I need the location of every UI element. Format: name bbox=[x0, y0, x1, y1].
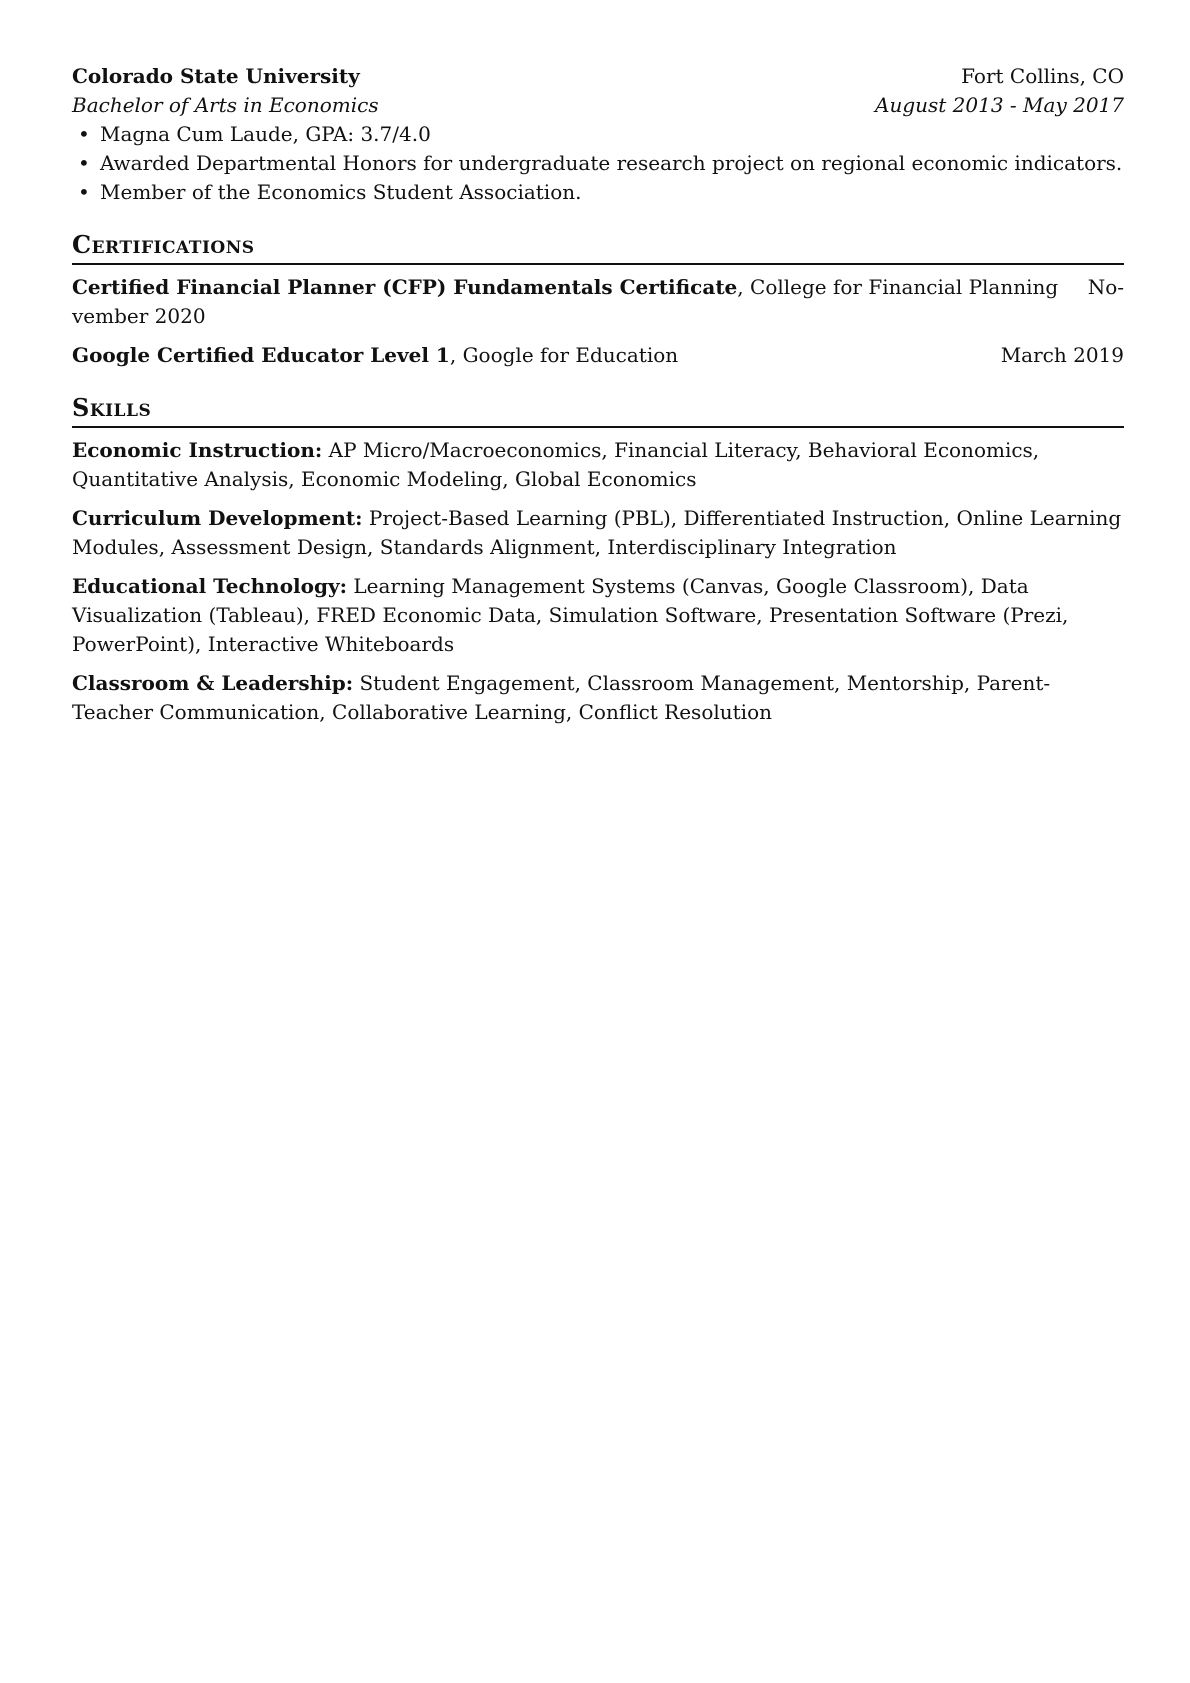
certification-item bbox=[72, 341, 1124, 370]
skill-text: Student Engagement, Classroom Management, Mentorship, Parent-Teacher Communication, Collaborative Learning, Conflict Resolution bbox=[72, 671, 1051, 724]
certification-line bbox=[72, 273, 1124, 302]
skill-text: Project-Based Learning (PBL), Differentiated Instruction, Online Learning Modules, Assessment Design, Standards Alignment, Interdisciplinary Integration bbox=[72, 506, 1122, 559]
education-header-row bbox=[72, 62, 1124, 91]
certifications-heading: Certifications bbox=[72, 230, 1124, 265]
certification-date-start: No- bbox=[1087, 275, 1124, 299]
skill-label: Classroom & Leadership: bbox=[72, 671, 354, 695]
skill-label: Economic Instruction: bbox=[72, 438, 323, 462]
certification-text bbox=[72, 273, 1058, 302]
skill-label: Educational Technology: bbox=[72, 574, 347, 598]
degree-dates: August 2013 - May 2017 bbox=[875, 93, 1124, 117]
skill-text: AP Micro/Macroeconomics, Financial Literacy, Behavioral Economics, Quantitative Analysis, Economic Modeling, Global Economics bbox=[72, 438, 1040, 491]
education-bullet: • Magna Cum Laude, GPA: 3.7/4.0 bbox=[100, 120, 1124, 149]
skill-item bbox=[72, 436, 1124, 494]
skill-item bbox=[72, 669, 1124, 727]
resume-page bbox=[72, 62, 1124, 727]
skills-list bbox=[72, 436, 1124, 727]
skill-item bbox=[72, 572, 1124, 659]
certification-line bbox=[72, 341, 1124, 370]
education-degree-row bbox=[72, 91, 1124, 120]
school-location: Fort Collins, CO bbox=[961, 64, 1124, 88]
education-entry bbox=[72, 62, 1124, 207]
school-name: Colorado State University bbox=[72, 64, 360, 88]
degree-name: Bachelor of Arts in Economics bbox=[72, 93, 379, 117]
education-bullet: • Awarded Departmental Honors for undergraduate research project on regional economic indicators. bbox=[100, 149, 1124, 178]
skill-item bbox=[72, 504, 1124, 562]
certification-issuer: , Google for Education bbox=[449, 343, 679, 367]
skills-heading: Skills bbox=[72, 393, 1124, 428]
education-bullets bbox=[72, 120, 1124, 207]
certification-issuer: , College for Financial Planning bbox=[737, 275, 1059, 299]
education-bullet: • Member of the Economics Student Association. bbox=[100, 178, 1124, 207]
certification-text bbox=[72, 341, 678, 370]
skill-text: Learning Management Systems (Canvas, Google Classroom), Data Visualization (Tableau), FRED Economic Data, Simulation Software, Presentation Software (Prezi, PowerPoint), Interactive Whiteboards bbox=[72, 574, 1069, 656]
certification-date-end: vember 2020 bbox=[72, 304, 206, 328]
skill-label: Curriculum Development: bbox=[72, 506, 363, 530]
certification-date: March 2019 bbox=[1000, 343, 1124, 367]
certification-item bbox=[72, 273, 1124, 331]
certification-name: Google Certified Educator Level 1 bbox=[72, 343, 450, 367]
certification-name: Certified Financial Planner (CFP) Fundamentals Certificate bbox=[72, 275, 738, 299]
